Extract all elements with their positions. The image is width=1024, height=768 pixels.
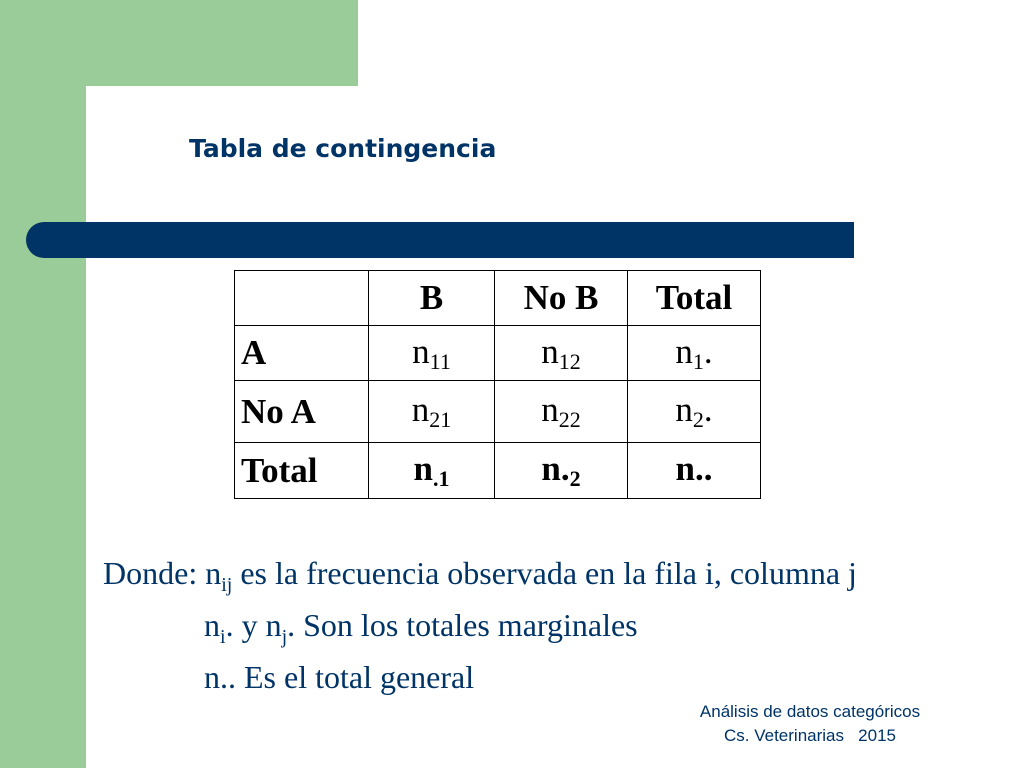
cell-n2-total: $n_2$. (628, 381, 761, 443)
row-label-a: A (235, 326, 369, 381)
contingency-table (234, 270, 761, 499)
cell-grand-total: n.. (628, 443, 761, 499)
row-label-no-a: No A (235, 381, 369, 443)
table-row (235, 326, 761, 381)
slide-title: Tabla de contingencia (189, 134, 497, 163)
cell-n-dot-1: $n_{.1}$ (369, 443, 495, 499)
definition-line-cell-frequency: Donde: $n_{ij}$ es la frecuencia observada en la fila i, columna j (103, 555, 857, 596)
cell-n22: $n_{22}$ (495, 381, 628, 443)
header-cell-no-b: No B (495, 271, 628, 326)
footer-course: Análisis de datos categóricos (699, 702, 921, 721)
definition-line-grand-total: n.. Es el total general (204, 659, 475, 695)
table-header-row (235, 271, 761, 326)
cell-n21: $n_{21}$ (369, 381, 495, 443)
table-row (235, 381, 761, 443)
definitions-text (103, 553, 857, 697)
row-label-total: Total (235, 443, 369, 499)
header-cell-empty (235, 271, 369, 326)
title-underline-bar (26, 222, 854, 258)
cell-n1-total: $n_1$. (628, 326, 761, 381)
footer-institution-year: Cs. Veterinarias 2015 (724, 726, 896, 745)
cell-n12: $n_{12}$ (495, 326, 628, 381)
green-accent-left (0, 0, 86, 768)
table-row (235, 443, 761, 499)
cell-n-dot-2: $n._2$ (495, 443, 628, 499)
slide-footer (640, 700, 980, 748)
cell-n11: $n_{11}$ (369, 326, 495, 381)
definition-line-marginals: $n_i$. y $n_j$. Son los totales marginales (204, 607, 638, 648)
header-cell-b: B (369, 271, 495, 326)
header-cell-total: Total (628, 271, 761, 326)
